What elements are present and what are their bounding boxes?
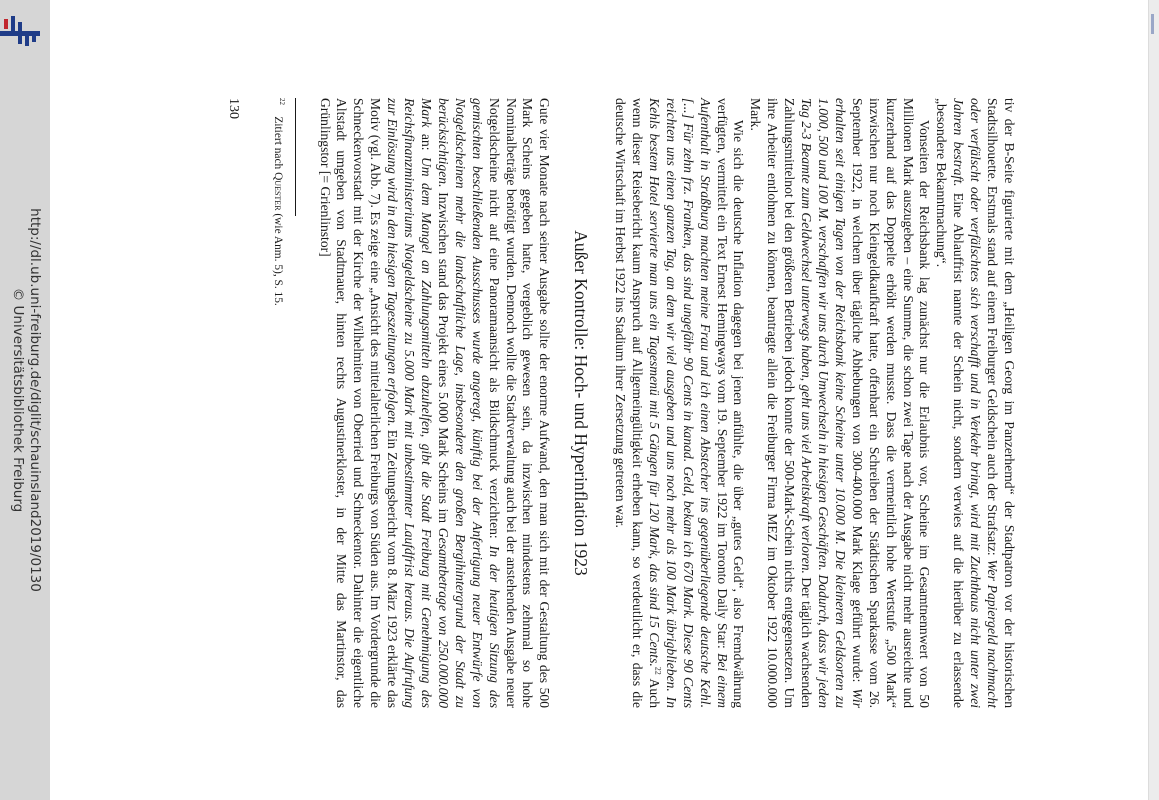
section-heading: Außer Kontrolle: Hoch- und Hyperinflation 1923 <box>571 230 592 576</box>
page-edge <box>1148 0 1159 800</box>
book-page <box>80 86 1035 722</box>
paragraph: Gute vier Monate nach seiner Ausgabe sollte der enorme Aufwand, den man sich mit der Gestaltung des 500 Mark Scheins gegeben hatte, vergeblich gewesen sein, da inzwischen mindestens zehnmal so hohe Nominalbeträge benötigt wurden. Dennoch wollte die Stadtverwaltung auch bei der anstehenden Ausgabe neuer Notgeldscheine nicht auf eine Panoramaansicht als Bildschmuck verzichten: In der heutigen Sitzung des gemischten beschließenden Ausschusses wurde angeregt, künftig bei der Anfertigung neuer Entwürfe von Notgeldscheinen mehr die landschaftliche Lage, insbesondere den großen Bergihintergrund der Stadt zu berücksichtigen. Inzwischen stand das Projekt eines 5.000 Mark Scheins im Gesamtbetrage von 250.000.000 Mark an: Um dem Mangel an Zahlungsmitteln abzuhelfen, gibt die Stadt Freiburg mit Genehmigung des Reichsfinanzministeriums Notgeldscheine zu 5.000 Mark mit unbestimmter Laufdfrist heraus. Die Aufrufung zur Einlösung wird in den hiesigen Tageszeitungen erfolgen. Ein Zeitungsbericht vom 8. März 1923 erklärte das Motiv (vgl. Abb. 7). Es zeige eine „Ansicht des mittelalterlichen Freiburgs von Süden aus. Im Vordergrunde die Schneckenvorstadt mit der Kirche der Wilhelmiten von Oberried und Schneckentor. Dahinter die eigentliche Altstadt umgeben von Stadtmauer, hinten rechts Augustinerkloster, in der Mitte das Martinstor, das Grünlingstor [= Grienlinstor] <box>317 98 553 708</box>
watermark-url: http://dl.ub.uni-freiburg.de/diglit/schauinsland2019/0130 <box>27 208 43 592</box>
footnote-reference: 22 <box>653 666 663 675</box>
paragraph: Vonseiten der Reichsbank lag zunächst nur die Erlaubnis vor, Scheine im Gesamtnennwert von 50 Millionen Mark auszugeben – eine Summe, die schon zwei Tage nach der Ausgabe nicht mehr ausreichte und kurzerhand auf das Doppelte erhöht werden musste. Dass die vermeintlich hohe Wertstufe „500 Mark“ inzwischen nur noch Kleingeldkaufkraft hatte, offenbart ein Schreiben der Städtischen Sparkasse vom 26. September 1922, in welchem über tägliche Abhebungen von 300-400.000 Mark Klage geführt wurde: Wir erhalten seit einigen Tagen von der Reichsbank keine Scheine unter 10.000 M. Die kleineren Geldsorten zu 1.000, 500 und 100 M. verschaffen wir uns durch Umwechseln in hiesigen Geschäften. Dadurch, dass wir jeden Tag 2-3 Beamte zum Geldwechsel unterwegs haben, geht uns viel Arbeitskraft verloren. Der täglich wachsenden Zahlungsmittelnot bei den größeren Betrieben jedoch konnte der 500-Mark-Schein nichts entgegensetzen. Um ihre Arbeiter entlohnen zu können, beantragte allein die Freiburger Firma MEZ im Oktober 1922 10.000.000 Mark. <box>748 98 933 708</box>
page-scan <box>80 86 1035 722</box>
page-number: 130 <box>225 98 241 119</box>
paragraph: tiv der B-Seite figurierte mit dem „Heiligen Georg im Panzerhemd“ der Stadtpatron vor der historischen Stadtsilhouette. Erstmals stand auf einem Freiburger Geldschein auch der Strafsatz: Wer Papiergeld nachmacht oder verfälscht oder verfälschtes sich verschafft und in Verkehr bringt, wird mit Zuchthaus nicht unter zwei Jahren bestraft. Eine Ablauffrist nannte der Schein nicht, sondern verwies auf die hierüber zu erlassende „besondere Bekanntmachung“. <box>934 98 1017 708</box>
paragraph: Wie sich die deutsche Inflation dagegen bei jenen anfühlte, die über „gutes Geld“, also Fremdwährung verfügten, vermittelt ein Text Ernest Hemingways vom 19. September 1922 im Toronto Daily Star: Bei einem Aufenthalt in Straßburg machten meine Frau und ich einen Abstecher ins gegenüberliegende deutsche Kehl. [...] Für zehn frz. Franken, das sind ungefähr 90 Cents in kanad. Geld, bekam ich 670 Mark. Diese 90 Cents reichten uns einen ganzen Tag, an dem wir viel ausgeben und uns noch mehr als 100 Mark übrigblieben. In Kehls bestem Hotel servierte man uns ein Tagesmenü mit 5 Gängen für 120 Mark, das sind 15 Cents.$^{22}$ Auch wenn dieser Reisebericht kaum Anspruch auf Allgemeingültigkeit erheben kann, so verdeutlicht er, dass die deutsche Wirtschaft im Herbst 1922 ins Stadium ihrer Zersetzung getreten war. <box>613 98 747 708</box>
watermark-copyright: © Universitätsbibliothek Freiburg <box>10 287 26 513</box>
footnote-separator <box>295 98 296 216</box>
corner-mark-icon <box>1150 12 1158 36</box>
viewer-sidebar <box>0 0 50 800</box>
page-text <box>224 98 1017 708</box>
library-logo-icon <box>0 14 44 54</box>
footnote: $^{22}$ Zitiert nach Quester (wie Anm. 5), S. 15. <box>271 98 286 306</box>
